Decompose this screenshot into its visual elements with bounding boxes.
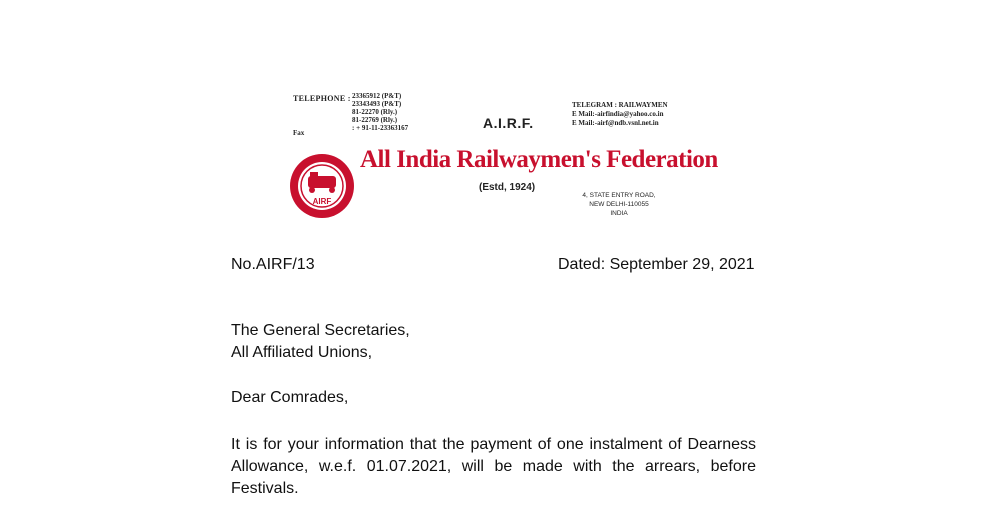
addressee-line: All Affiliated Unions, <box>231 344 373 361</box>
airf-seal-logo <box>288 152 356 220</box>
addressee-line: The General Secretaries, <box>231 322 410 339</box>
telephone-number: 81-22769 (Rly.) <box>352 116 398 124</box>
seal-text: AIRF <box>312 197 332 206</box>
org-address <box>572 191 666 218</box>
telephone-number: 23365912 (P&T) <box>352 92 402 100</box>
fax-number: : + 91-11-23363167 <box>352 124 409 132</box>
organization-name: All India Railwaymen's Federation <box>360 146 718 173</box>
body-line: Festivals. <box>231 480 299 497</box>
email-address: E Mail:-airfindia@yahoo.co.in <box>572 110 664 118</box>
org-abbreviation: A.I.R.F. <box>483 115 534 131</box>
address-line: INDIA <box>610 210 628 217</box>
established-year: (Estd, 1924) <box>479 182 536 193</box>
telephone-number: 23343493 (P&T) <box>352 100 402 108</box>
address-line: NEW DELHI-110055 <box>589 201 649 208</box>
contact-block <box>572 101 668 128</box>
fax-label: Fax <box>293 129 305 137</box>
salutation: Dear Comrades, <box>231 389 349 406</box>
body-line: Allowance, w.e.f. 01.07.2021, will be made with the arrears, before <box>231 458 756 475</box>
telephone-number: 81-22270 (Rly.) <box>352 108 398 116</box>
email-address: E Mail:-airf@ndb.vsnl.net.in <box>572 119 659 127</box>
telephone-numbers <box>352 92 408 132</box>
letter-date: Dated: September 29, 2021 <box>558 256 755 273</box>
body-line: It is for your information that the payment of one instalment of Dearness <box>231 436 756 453</box>
body-paragraph <box>231 434 756 500</box>
reference-number: No.AIRF/13 <box>231 256 315 273</box>
telephone-label: TELEPHONE : <box>293 94 351 103</box>
address-line: 4, STATE ENTRY ROAD, <box>582 192 656 199</box>
telegram-address: TELEGRAM : RAILWAYMEN <box>572 101 668 109</box>
